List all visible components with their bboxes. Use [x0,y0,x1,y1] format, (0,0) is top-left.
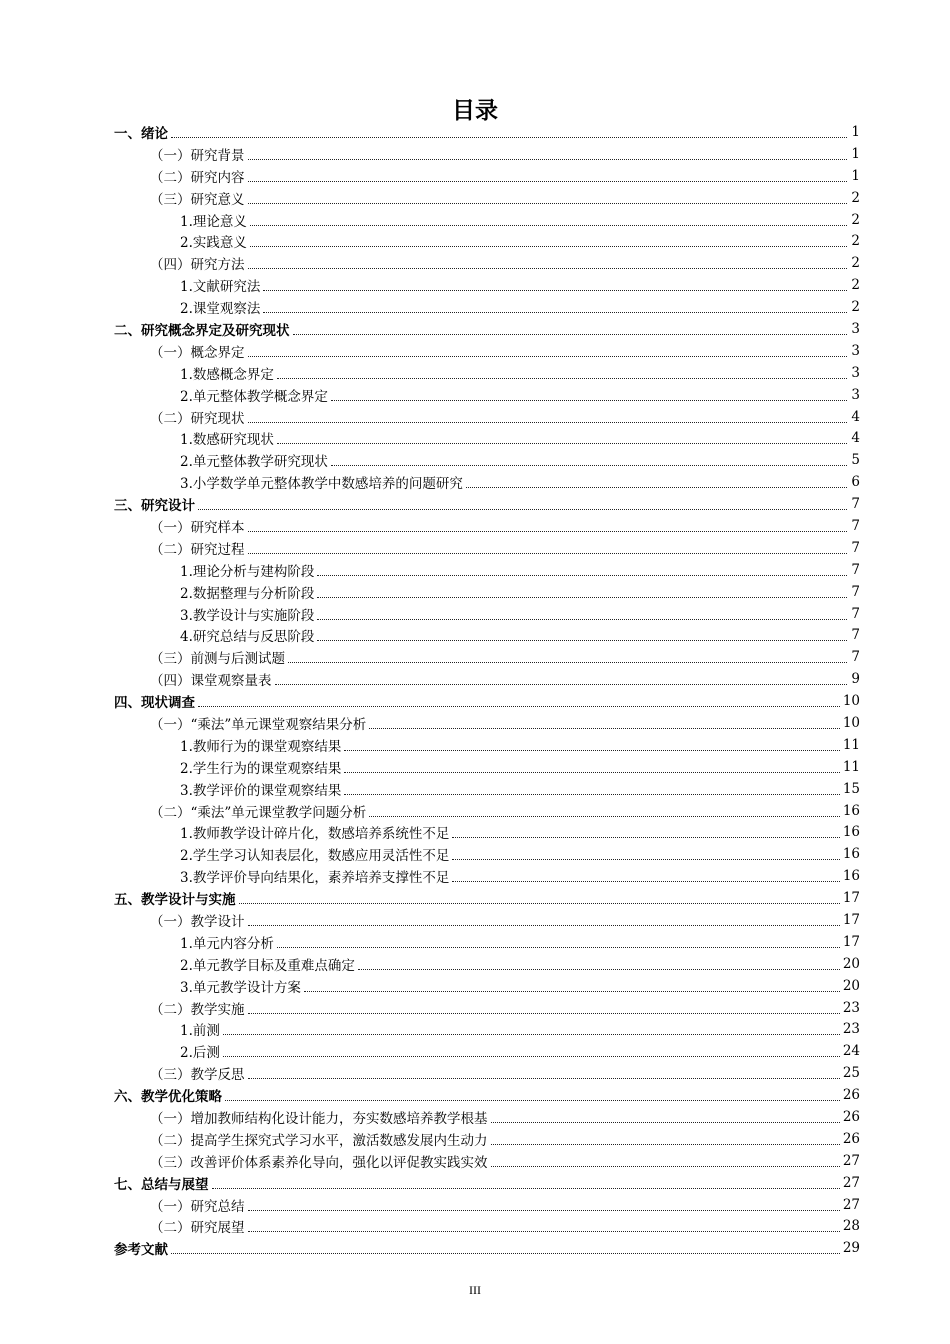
toc-dot-leader [198,705,840,707]
toc-entry[interactable] [114,1216,860,1238]
toc-entry[interactable] [114,690,860,712]
toc-entry[interactable] [114,603,860,625]
toc-entry-label: 三、研究设计 [114,498,195,515]
toc-entry[interactable] [114,887,860,909]
toc-entry-page: 7 [851,496,860,513]
toc-dot-leader [275,683,848,685]
toc-entry-label: 五、教学设计与实施 [114,892,236,909]
toc-entry[interactable] [114,537,860,559]
toc-dot-leader [317,596,847,598]
toc-entry-page: 7 [851,539,860,556]
toc-entry-page: 9 [851,671,860,688]
toc-entry-page: 11 [842,758,860,775]
toc-entry-page: 7 [851,605,860,622]
toc-entry-page: 7 [851,583,860,600]
toc-entry[interactable] [114,581,860,603]
toc-entry-page: 2 [851,189,860,206]
toc-dot-leader [491,1165,840,1167]
toc-entry[interactable] [114,165,860,187]
toc-entry-label: 1.教师行为的课堂观察结果 [180,738,342,755]
toc-dot-leader [277,442,847,444]
toc-entry-label: 3.教学设计与实施阶段 [180,607,315,624]
toc-entry-page: 24 [842,1043,860,1060]
toc-entry[interactable] [114,384,860,406]
toc-entry-label: （三）研究意义 [150,191,245,208]
toc-entry-page: 7 [851,627,860,644]
toc-entry-page: 3 [851,320,860,337]
toc-entry[interactable] [114,187,860,209]
page-number: III [469,1283,481,1297]
toc-dot-leader [331,464,847,466]
toc-entry-label: （一）“乘法”单元课堂观察结果分析 [150,716,367,733]
toc-entry-page: 16 [842,802,860,819]
toc-entry-page: 16 [842,868,860,885]
toc-dot-leader [248,552,848,554]
toc-entry-label: 四、现状调查 [114,695,195,712]
toc-entry-label: 2.单元整体教学概念界定 [180,388,328,405]
toc-entry[interactable] [114,778,860,800]
toc-entry[interactable] [114,1084,860,1106]
toc-entry-label: （一）教学设计 [150,914,245,930]
toc-entry-page: 26 [842,1130,860,1147]
toc-entry[interactable] [114,209,860,231]
toc-entry[interactable] [114,1128,860,1150]
toc-dot-leader [248,355,848,357]
toc-entry-page: 15 [842,780,860,797]
toc-entry-label: 4.研究总结与反思阶段 [180,629,315,646]
toc-dot-leader [248,158,848,160]
toc-entry-page: 2 [851,233,860,250]
toc-entry-label: 二、研究概念界定及研究现状 [114,322,290,339]
toc-entry[interactable] [114,559,860,581]
toc-entry[interactable] [114,822,860,844]
toc-entry[interactable] [114,843,860,865]
toc-entry[interactable] [114,318,860,340]
toc-dot-leader [223,1033,840,1035]
toc-entry-label: （二）提高学生探究式学习水平，激活数感发展内生动力 [150,1132,488,1149]
toc-dot-leader [491,1121,840,1123]
toc-entry-page: 29 [842,1240,860,1257]
toc-entry-page: 11 [842,736,860,753]
toc-entry[interactable] [114,143,860,165]
toc-entry-page: 5 [851,452,860,469]
toc-entry[interactable] [114,997,860,1019]
toc-entry-page: 27 [842,1174,860,1191]
toc-entry[interactable] [114,1172,860,1194]
toc-dot-leader [344,793,839,795]
page-title: 目录 [452,98,498,124]
toc-dot-leader [212,1187,840,1189]
toc-dot-leader [248,202,848,204]
toc-entry-label: （一）研究样本 [150,519,245,536]
toc-entry-page: 20 [842,977,860,994]
toc-entry-page: 2 [851,255,860,272]
toc-entry-page: 23 [842,1021,860,1038]
toc-dot-leader [277,377,847,379]
toc-dot-leader [344,749,839,751]
toc-entry[interactable] [114,865,860,887]
toc-entry[interactable] [114,1150,860,1172]
toc-entry-page: 16 [842,846,860,863]
toc-entry[interactable] [114,931,860,953]
toc-entry-label: 2.单元整体教学研究现状 [180,454,328,471]
toc-dot-leader [358,968,840,970]
toc-entry-label: 1.单元内容分析 [180,935,274,952]
toc-entry-page: 10 [842,714,860,731]
toc-entry-page: 26 [842,1087,860,1104]
toc-entry-label: （一）概念界定 [150,344,245,361]
toc-entry[interactable] [114,427,860,449]
toc-entry-label: （三）改善评价体系素养化导向，强化以评促教实践实效 [150,1154,488,1171]
toc-entry-page: 1 [851,167,860,184]
toc-entry-label: （三）前测与后测试题 [150,651,285,668]
toc-dot-leader [239,902,840,904]
toc-entry-page: 2 [851,277,860,294]
toc-dot-leader [225,1099,840,1101]
toc-dot-leader [171,1252,840,1254]
toc-entry-label: 2.学生行为的课堂观察结果 [180,760,342,777]
toc-dot-leader [250,245,847,247]
toc-entry-label: （二）研究过程 [150,541,245,558]
toc-dot-leader [466,486,847,488]
toc-entry[interactable] [114,121,860,143]
toc-entry[interactable] [114,252,860,274]
toc-dot-leader [263,311,847,313]
toc-dot-leader [491,1143,840,1145]
toc-dot-leader [250,224,847,226]
toc-dot-leader [369,727,840,729]
toc-entry-page: 23 [842,999,860,1016]
toc-entry-label: （一）研究总结 [150,1198,245,1215]
toc-entry-page: 10 [842,693,860,710]
toc-entry-page: 27 [842,1152,860,1169]
toc-dot-leader [452,858,839,860]
toc-entry[interactable] [114,975,860,997]
toc-dot-leader [171,136,847,138]
toc-entry-page: 3 [851,386,860,403]
toc-entry-page: 28 [842,1218,860,1235]
toc-entry[interactable] [114,1040,860,1062]
toc-entry-label: 1.文献研究法 [180,279,261,296]
toc-dot-leader [248,421,848,423]
toc-entry-label: 1.理论分析与建构阶段 [180,563,315,580]
toc-entry-page: 3 [851,342,860,359]
toc-dot-leader [263,289,847,291]
toc-entry-page: 7 [851,561,860,578]
toc-entry-label: （二）“乘法”单元课堂教学问题分析 [150,804,367,821]
toc-entry[interactable] [114,230,860,252]
toc-entry-label: （四）课堂观察量表 [150,673,272,690]
toc-entry[interactable] [114,340,860,362]
toc-entry-label: 1.前测 [180,1023,220,1040]
toc-entry-label: 1.数感概念界定 [180,366,274,383]
toc-entry-page: 27 [842,1196,860,1213]
toc-dot-leader [304,990,840,992]
toc-entry[interactable] [114,734,860,756]
toc-dot-leader [317,618,847,620]
toc-entry-label: 1.教师教学设计碎片化，数感培养系统性不足 [180,826,450,843]
toc-dot-leader [248,1077,840,1079]
toc-entry-label: 2.数据整理与分析阶段 [180,585,315,602]
toc-entry-label: 七、总结与展望 [114,1176,209,1193]
toc-dot-leader [317,574,847,576]
toc-entry[interactable] [114,800,860,822]
toc-entry-label: （三）教学反思 [150,1067,245,1084]
toc-entry-label: 3.教学评价导向结果化，素养培养支撑性不足 [180,870,450,887]
toc-entry-page: 4 [851,408,860,425]
table-of-contents [114,121,860,1259]
toc-dot-leader [369,815,840,817]
toc-dot-leader [331,399,847,401]
toc-entry-page: 17 [842,912,860,928]
toc-entry-page: 2 [851,299,860,316]
toc-entry[interactable] [114,362,860,384]
toc-entry[interactable] [114,274,860,296]
toc-dot-leader [248,1230,840,1232]
toc-entry-page: 25 [842,1065,860,1082]
toc-entry-label: （二）研究内容 [150,169,245,186]
toc-entry[interactable] [114,953,860,975]
toc-dot-leader [223,1055,840,1057]
toc-dot-leader [293,333,848,335]
toc-entry[interactable] [114,1106,860,1128]
toc-dot-leader [248,180,848,182]
toc-entry-page: 6 [851,474,860,491]
toc-entry-label: 六、教学优化策略 [114,1089,222,1106]
toc-dot-leader [248,267,848,269]
toc-dot-leader [277,946,840,948]
toc-entry-label: 1.数感研究现状 [180,432,274,449]
toc-entry[interactable] [114,471,860,493]
toc-entry-label: 2.课堂观察法 [180,301,261,318]
toc-entry[interactable] [114,646,860,668]
toc-entry[interactable] [114,1019,860,1041]
toc-entry-page: 7 [851,517,860,534]
toc-entry[interactable] [114,1237,860,1259]
toc-dot-leader [248,1012,840,1014]
toc-entry-page: 16 [842,824,860,841]
toc-entry-label: 一、绪论 [114,125,168,142]
toc-entry[interactable] [114,712,860,734]
toc-entry-label: 3.教学评价的课堂观察结果 [180,782,342,799]
toc-entry[interactable] [114,624,860,646]
toc-entry-page: 1 [851,145,860,162]
toc-entry-page: 4 [851,430,860,447]
toc-entry[interactable] [114,296,860,318]
toc-entry-page: 3 [851,364,860,381]
toc-entry-page: 7 [851,649,860,666]
toc-entry-page: 1 [851,123,860,140]
toc-entry-label: 2.学生学习认知表层化，数感应用灵活性不足 [180,848,450,865]
toc-entry[interactable] [114,756,860,778]
toc-entry-label: （二）教学实施 [150,1001,245,1018]
toc-entry-page: 17 [842,933,860,950]
toc-entry[interactable] [114,406,860,428]
toc-entry-label: 3.单元教学设计方案 [180,979,301,996]
toc-entry[interactable] [114,909,860,931]
toc-entry-page: 2 [851,211,860,228]
toc-entry[interactable] [114,1062,860,1084]
toc-entry-label: 2.实践意义 [180,235,247,252]
toc-entry-label: （一）研究背景 [150,147,245,164]
toc-dot-leader [248,924,840,926]
toc-entry-label: （四）研究方法 [150,257,245,274]
toc-entry-label: （一）增加教师结构化设计能力，夯实数感培养教学根基 [150,1111,488,1128]
toc-dot-leader [248,530,848,532]
toc-dot-leader [198,508,847,510]
toc-dot-leader [317,639,847,641]
toc-entry-page: 17 [842,890,860,907]
toc-dot-leader [248,1209,840,1211]
toc-entry[interactable] [114,1194,860,1216]
toc-entry-label: 2.单元教学目标及重难点确定 [180,957,355,974]
toc-entry[interactable] [114,449,860,471]
toc-entry-label: 1.理论意义 [180,213,247,230]
toc-entry-label: （二）研究展望 [150,1220,245,1237]
toc-dot-leader [452,880,839,882]
toc-dot-leader [344,771,839,773]
toc-dot-leader [288,661,847,663]
toc-entry-page: 20 [842,955,860,972]
toc-entry-label: 2.后测 [180,1045,220,1062]
toc-entry[interactable] [114,668,860,690]
toc-entry-label: 参考文献 [114,1242,168,1259]
toc-entry[interactable] [114,493,860,515]
toc-entry-label: （二）研究现状 [150,410,245,427]
toc-entry-page: 26 [842,1109,860,1126]
toc-entry-label: 3.小学数学单元整体教学中数感培养的问题研究 [180,476,463,493]
toc-dot-leader [452,836,839,838]
toc-entry[interactable] [114,515,860,537]
